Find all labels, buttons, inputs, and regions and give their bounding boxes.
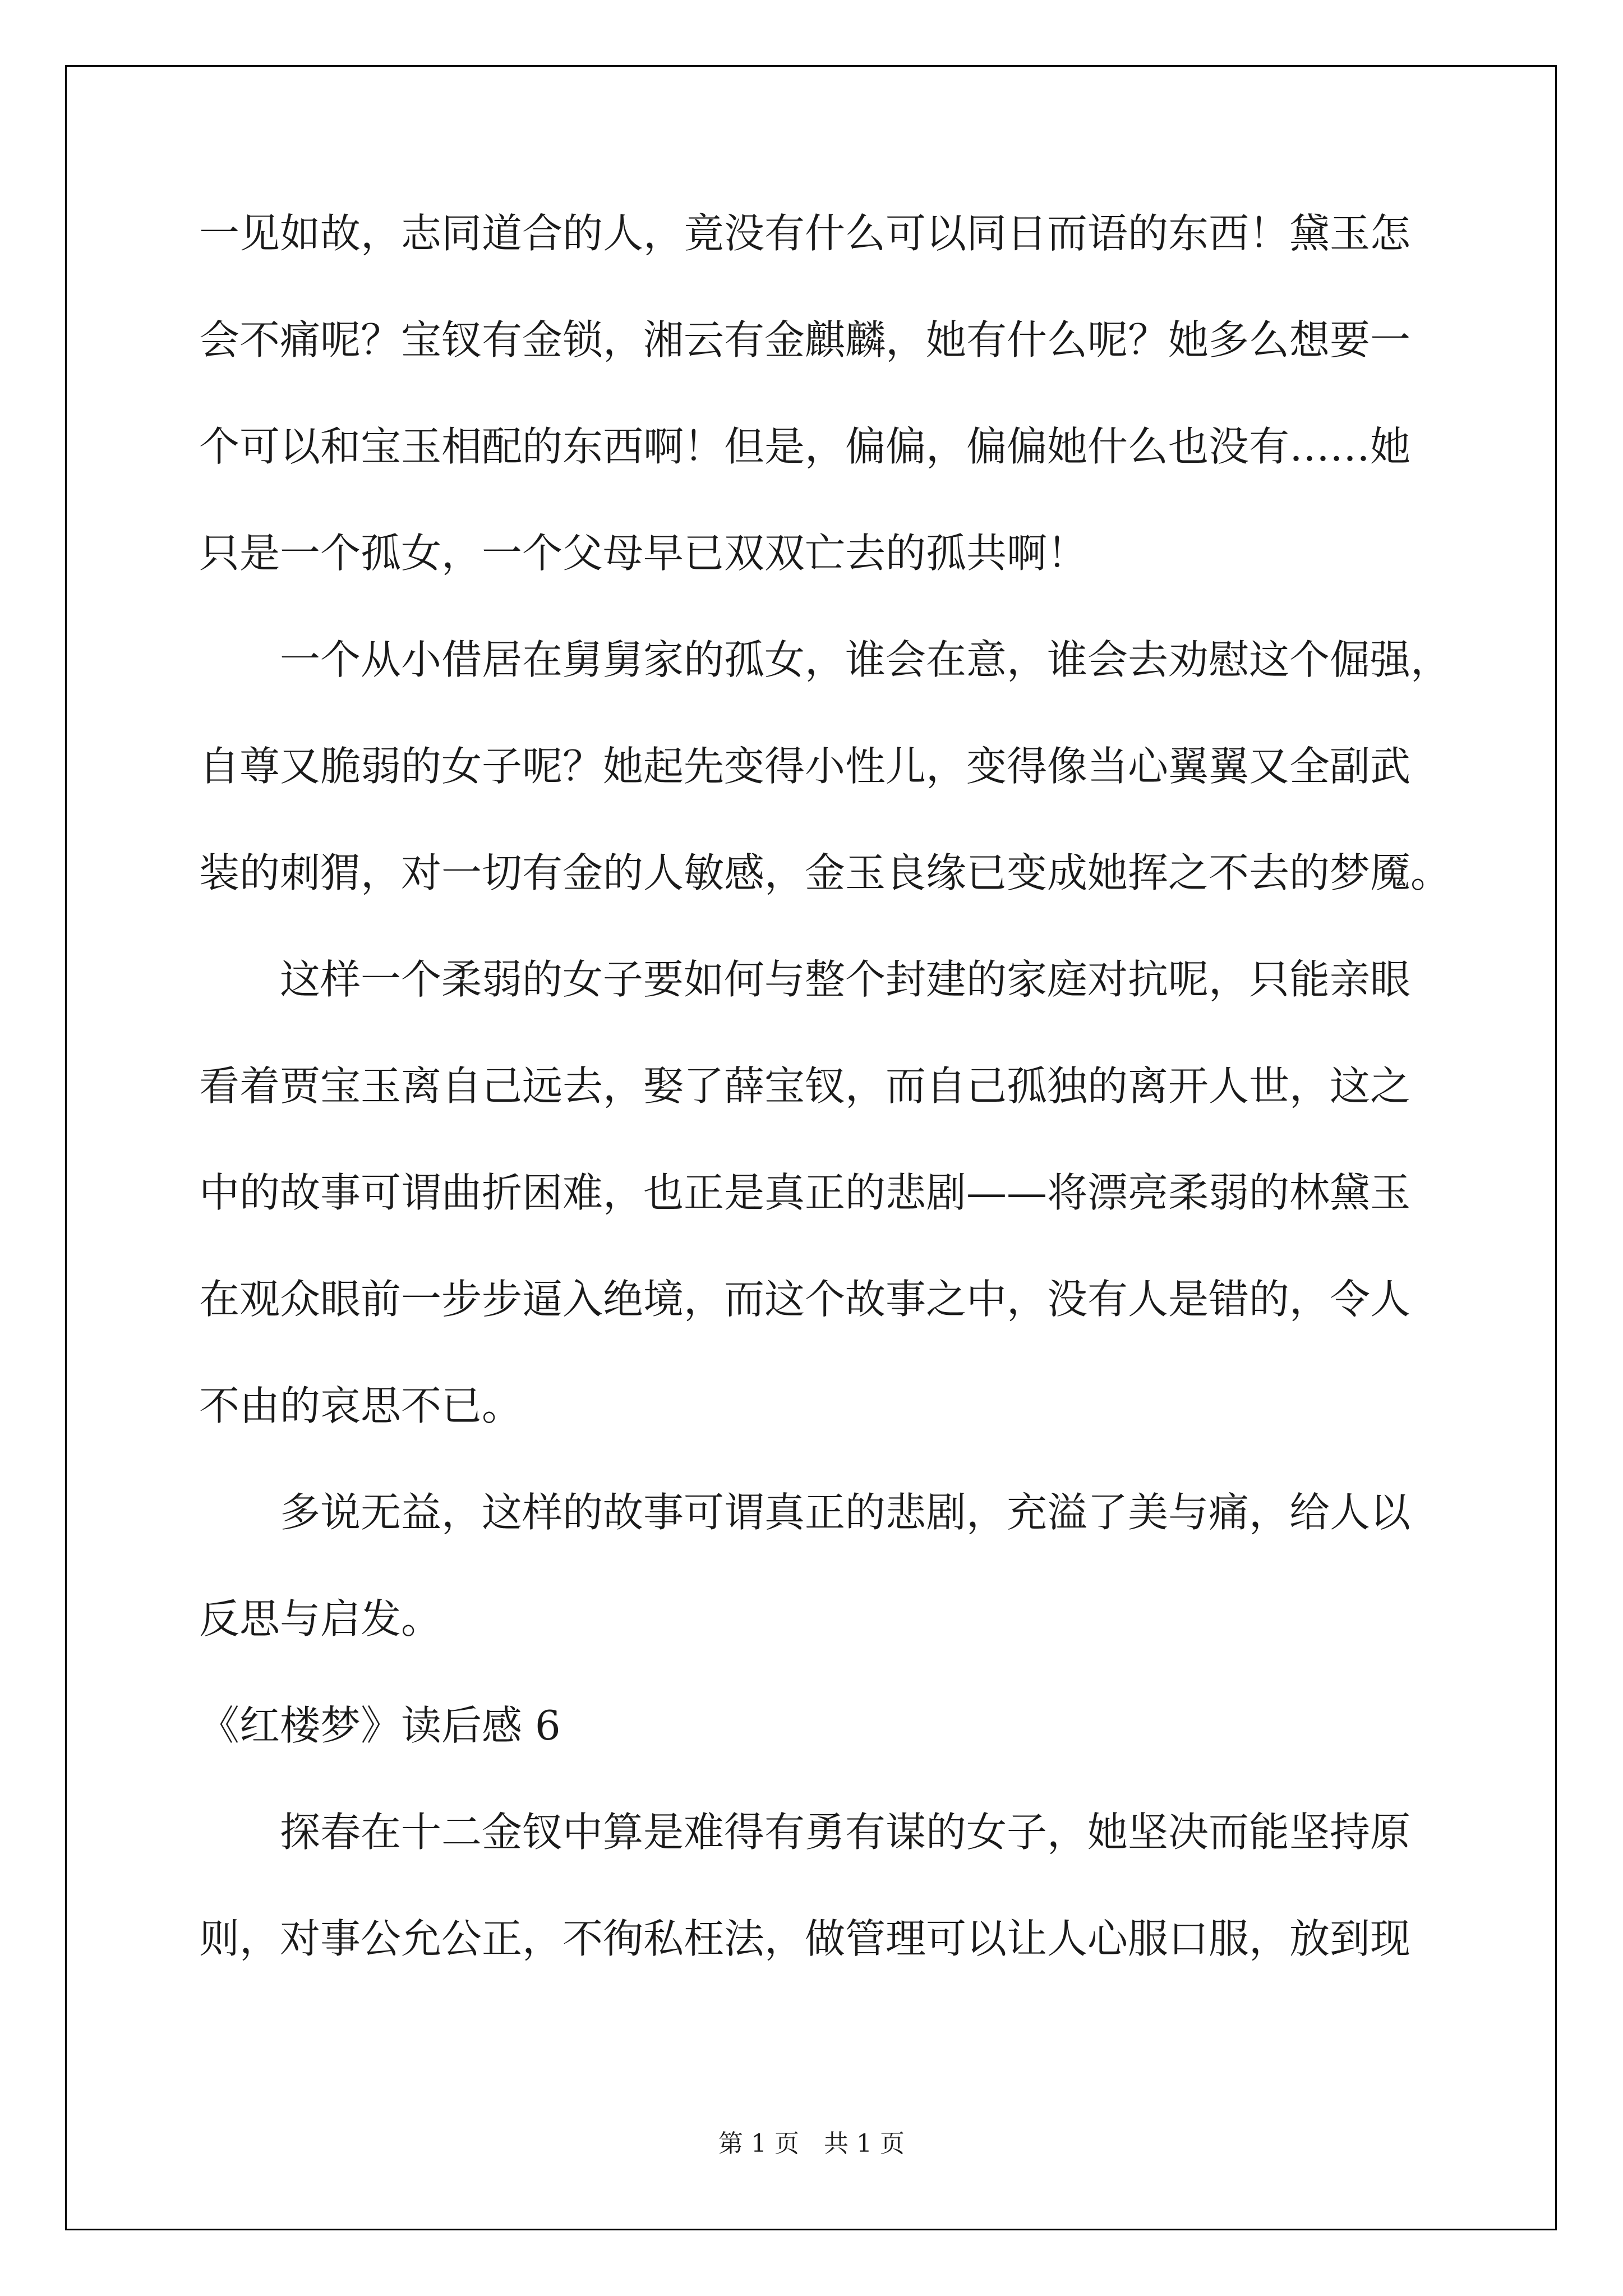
- document-body: [199, 210, 1451, 1962]
- paragraph-start-line: 多说无益，这样的故事可谓真正的悲剧，充溢了美与痛，给人以: [280, 1489, 1411, 1536]
- text-line: 不由的哀思不已。: [199, 1382, 523, 1429]
- paragraph-start-line: 这样一个柔弱的女子要如何与整个封建的家庭对抗呢，只能亲眼: [280, 956, 1411, 1003]
- section-heading: 《红楼梦》读后感 6: [199, 1702, 561, 1749]
- text-line: 在观众眼前一步步逼入绝境，而这个故事之中，没有人是错的，令人: [199, 1276, 1411, 1323]
- text-line: 一见如故，志同道合的人，竟没有什么可以同日而语的东西！黛玉怎: [199, 210, 1411, 257]
- page-footer: 第 1 页 共 1 页: [718, 2129, 905, 2158]
- text-line: 则，对事公允公正，不徇私枉法，做管理可以让人心服口服，放到现: [199, 1915, 1411, 1962]
- paragraph-start-line: 探春在十二金钗中算是难得有勇有谋的女子，她坚决而能坚持原: [280, 1809, 1411, 1856]
- text-line: 会不痛呢？宝钗有金锁，湘云有金麒麟，她有什么呢？她多么想要一: [199, 316, 1411, 364]
- text-line: 个可以和宝玉相配的东西啊！但是，偏偏，偏偏她什么也没有……她: [199, 423, 1411, 470]
- text-line: 装的刺猬，对一切有金的人敏感，金玉良缘已变成她挥之不去的梦魇。: [199, 849, 1451, 896]
- text-line: 反思与启发。: [199, 1595, 442, 1642]
- paragraph-start-line: 一个从小借居在舅舅家的孤女，谁会在意，谁会去劝慰这个倔强，: [280, 636, 1451, 683]
- text-line: 只是一个孤女，一个父母早已双双亡去的孤共啊！: [199, 530, 1088, 577]
- text-line: 中的故事可谓曲折困难，也正是真正的悲剧——将漂亮柔弱的林黛玉: [199, 1169, 1411, 1216]
- text-line: 自尊又脆弱的女子呢？她起先变得小性儿，变得像当心翼翼又全副武: [199, 743, 1411, 790]
- text-line: 看着贾宝玉离自己远去，娶了薛宝钗，而自己孤独的离开人世，这之: [199, 1062, 1411, 1110]
